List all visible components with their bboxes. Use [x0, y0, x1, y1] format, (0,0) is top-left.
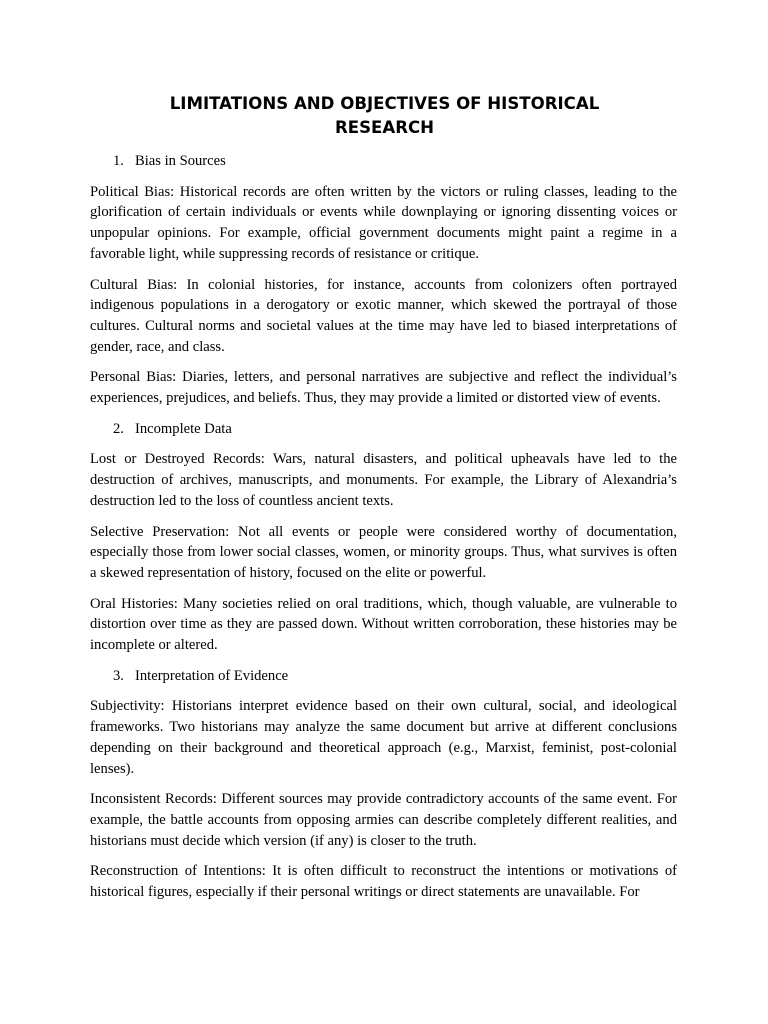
section-title: Interpretation of Evidence [135, 667, 289, 684]
document-title: LIMITATIONS AND OBJECTIVES OF HISTORICAL RESEARCH [169, 94, 600, 137]
section-number: 3. [113, 667, 124, 684]
paragraph: Reconstruction of Intentions: It is often difficult to reconstruct the intentions or motivations of historical figures, especially if their personal writings or direct statements are unavailable. For [90, 863, 677, 901]
section-heading [90, 419, 677, 440]
paragraph: Lost or Destroyed Records: Wars, natural disasters, and political upheavals have led to the destruction of archives, manuscripts, and monuments. For example, the Library of Alexandria’s destruction led to the loss of countless ancient texts. [90, 451, 677, 509]
section-title: Incomplete Data [135, 420, 232, 437]
paragraph: Personal Bias: Diaries, letters, and personal narratives are subjective and reflect the individual’s experiences, prejudices, and beliefs. Thus, they may provide a limited or distorted view of events. [90, 369, 677, 407]
paragraph: Subjectivity: Historians interpret evidence based on their own cultural, social, and ideological frameworks. Two historians may analyze the same document but arrive at different conclusions depending on their background and theoretical approach (e.g., Marxist, feminist, post-colonial lenses). [90, 698, 677, 777]
section-title: Bias in Sources [135, 153, 226, 169]
paragraph: Political Bias: Historical records are often written by the victors or ruling classes, leading to the glorification of certain individuals or events while downplaying or ignoring dissenting voices or unpopular opinions. For example, official government documents might paint a regime in a favorable light, while suppressing records of resistance or critique. [90, 183, 677, 262]
paragraph: Selective Preservation: Not all events or people were considered worthy of documentation, especially those from lower social classes, women, or minority groups. Thus, what survives is often a skewed representation of history, focused on the elite or powerful. [90, 523, 677, 581]
section-number: 2. [113, 420, 124, 437]
paragraph: Inconsistent Records: Different sources may provide contradictory accounts of the same event. For example, the battle accounts from opposing armies can describe completely different realities, and historians must decide which version (if any) is closer to the truth. [90, 791, 677, 849]
document-body [90, 151, 677, 913]
section-heading [90, 666, 677, 687]
section-heading [90, 151, 677, 172]
paragraph: Oral Histories: Many societies relied on oral traditions, which, though valuable, are vulnerable to distortion over time as they are passed down. Without written corroboration, these histories may be incomplete or altered. [90, 595, 677, 654]
section-number: 1. [113, 153, 124, 169]
paragraph: Cultural Bias: In colonial histories, for instance, accounts from colonizers often portrayed indigenous populations in a derogatory or exotic manner, which skewed the portrayal of those cultures. Cultural norms and societal values at the time may have led to biased interpretations of gender, race, and class. [90, 276, 677, 355]
